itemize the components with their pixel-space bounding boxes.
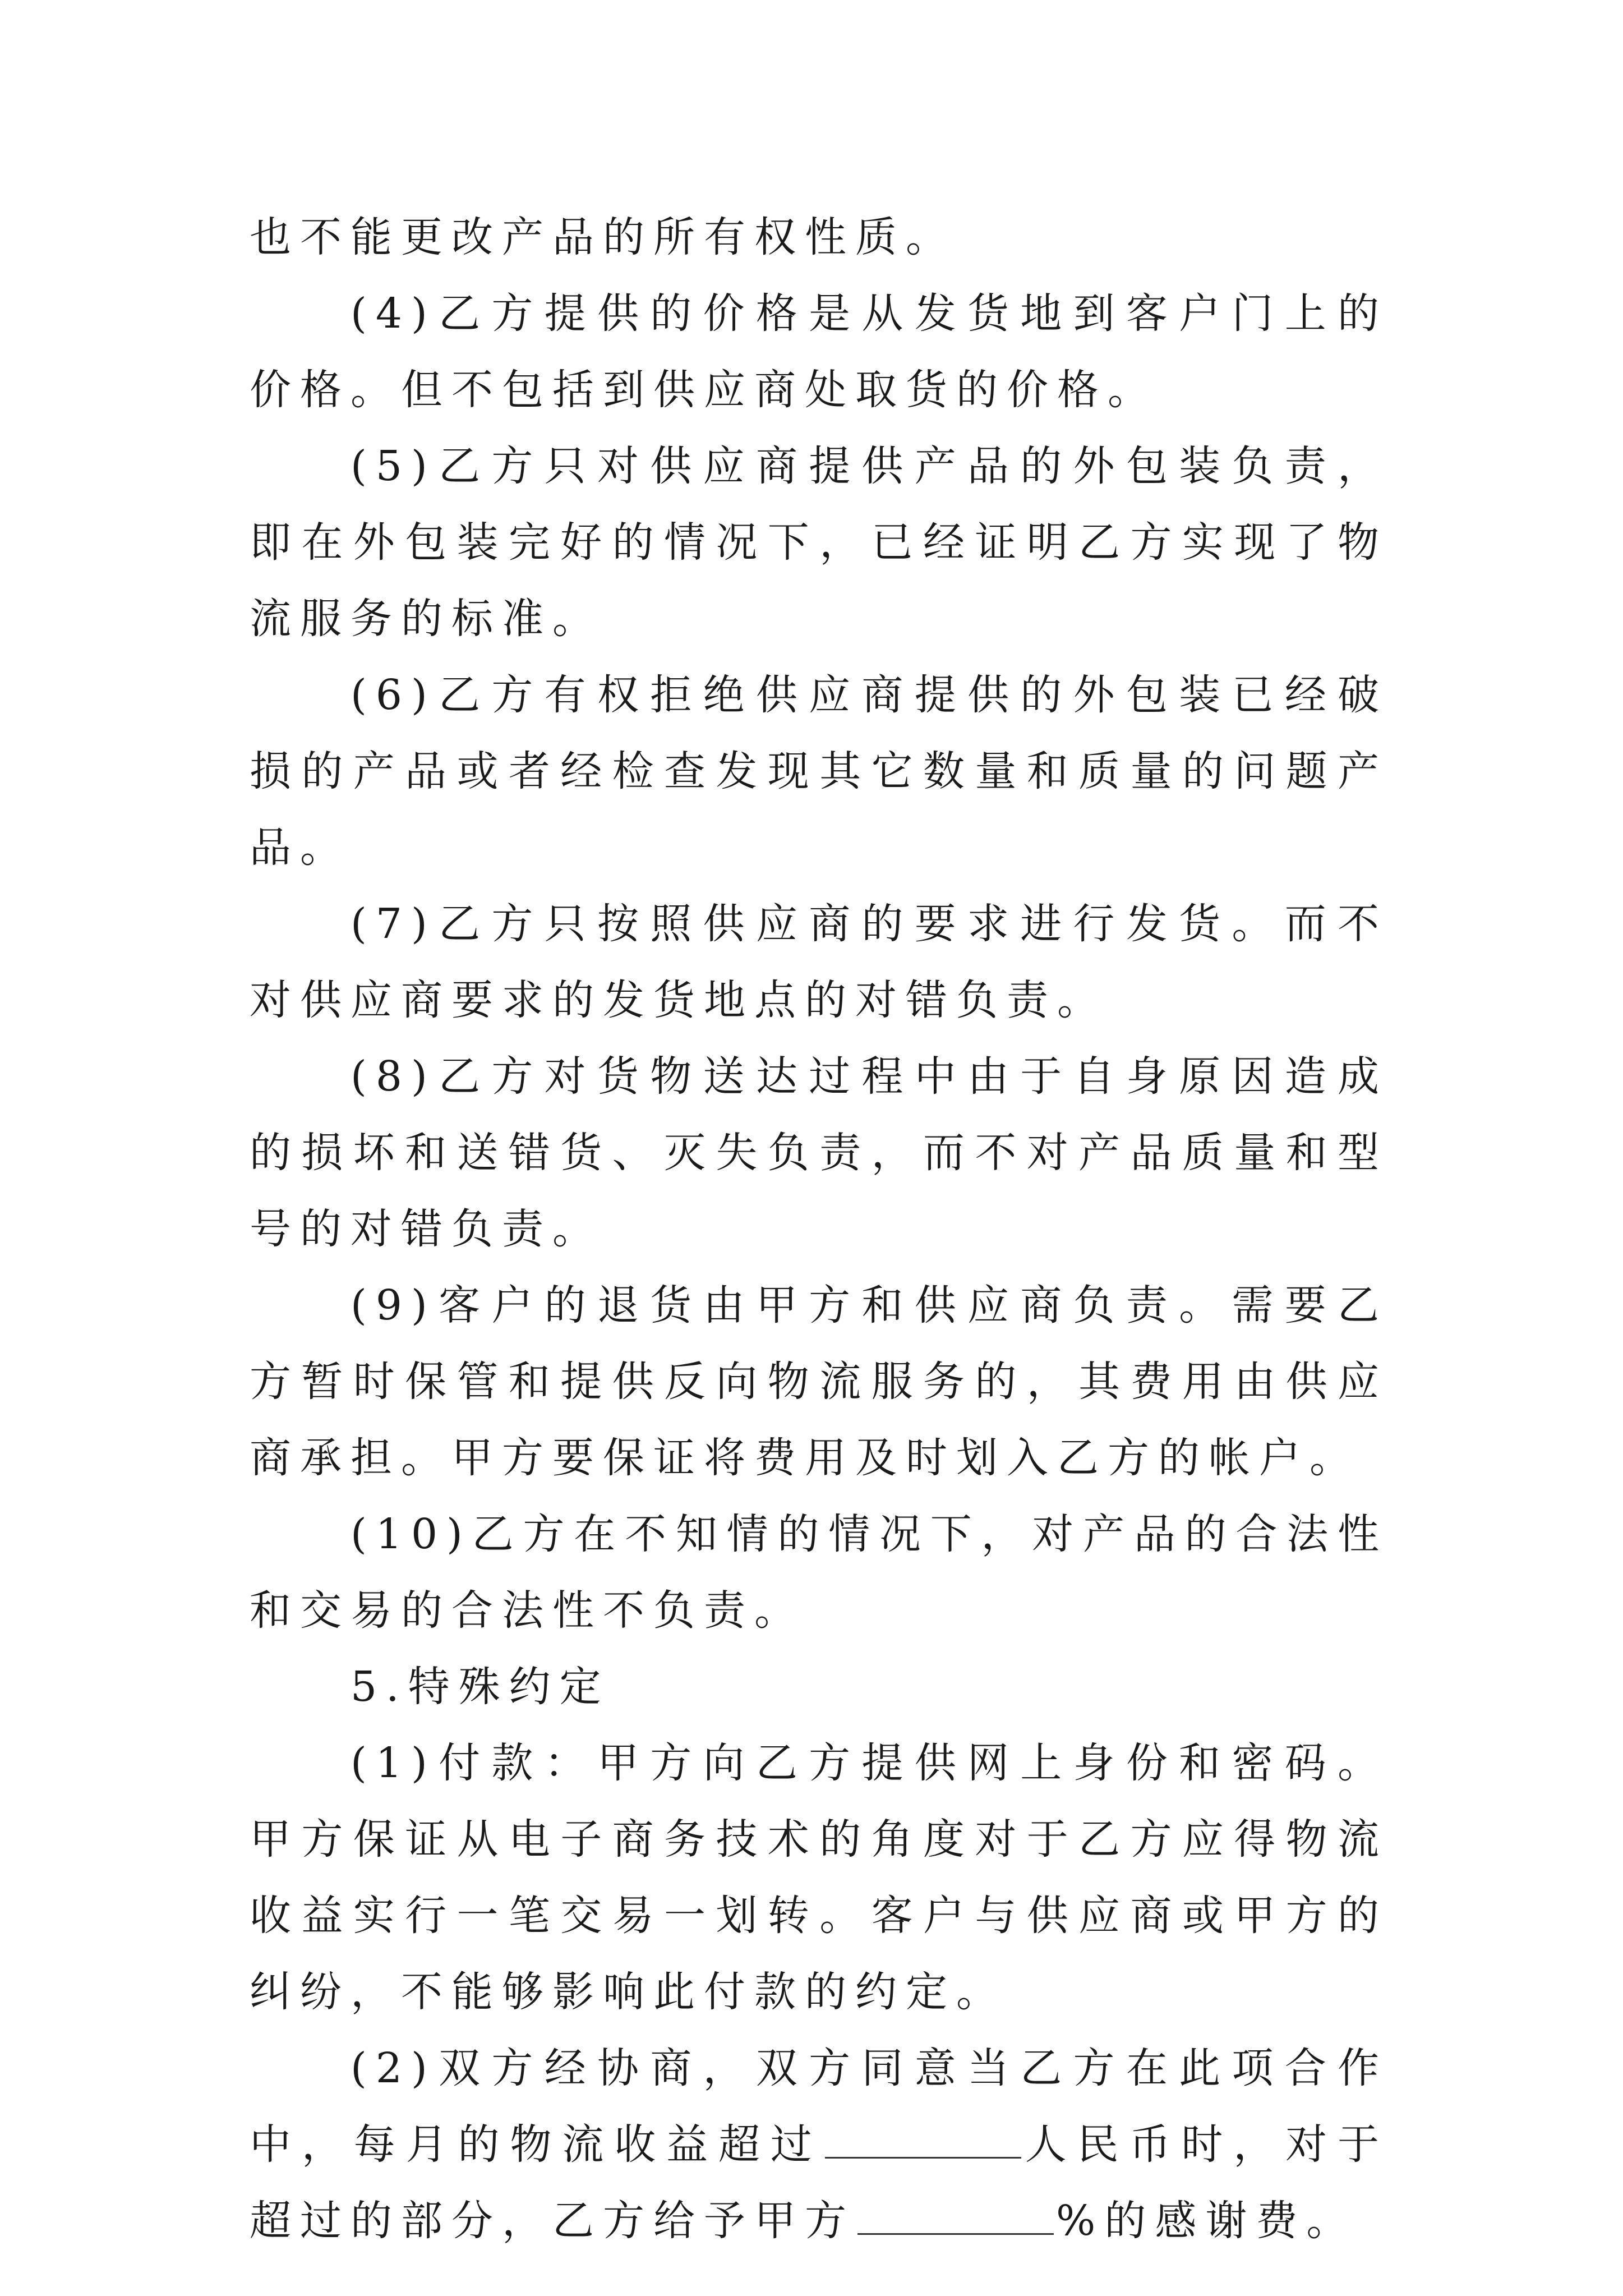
clause-7: (7)乙方只按照供应商的要求进行发货。而不对供应商要求的发货地点的对错负责。 (250, 900, 1388, 1024)
document-body (250, 199, 1388, 2259)
clause-4: (4)乙方提供的价格是从发货地到客户门上的价格。但不包括到供应商处取货的价格。 (250, 289, 1388, 414)
paragraph-continuation: 也不能更改产品的所有权性质。 (250, 213, 956, 261)
section-heading-special-terms: 5.特殊约定 (351, 1663, 610, 1711)
clause-8: (8)乙方对货物送达过程中由于自身原因造成的损坏和送错货、灭失负责，而不对产品质量和型号的对错负责。 (250, 1052, 1388, 1253)
special-clause-2-part1: (2)双方经协商，双方同意当乙方在此项合作中，每月的物流收益超过 (250, 2044, 1388, 2169)
percentage-blank-field (857, 2200, 1054, 2235)
clause-5: (5)乙方只对供应商提供产品的外包装负责，即在外包装完好的情况下，已经证明乙方实现了物流服务的标准。 (250, 442, 1388, 643)
special-clause-2-part2: 人民币时，对于超过的部分，乙方给予甲方 (250, 2120, 1389, 2245)
amount-blank-field (825, 2123, 1021, 2159)
clause-10: (10)乙方在不知情的情况下，对产品的合法性和交易的合法性不负责。 (250, 1510, 1388, 1635)
special-clause-1: (1)付款：甲方向乙方提供网上身份和密码。甲方保证从电子商务技术的角度对于乙方应得物流收益实行一笔交易一划转。客户与供应商或甲方的纠纷，不能够影响此付款的约定。 (250, 1739, 1388, 2016)
special-clause-2 (250, 2030, 1388, 2259)
clause-6: (6)乙方有权拒绝供应商提供的外包装已经破损的产品或者经检查发现其它数量和质量的问题产品。 (250, 671, 1388, 872)
special-clause-2-part3: %的感谢费。 (1056, 2197, 1357, 2245)
clause-9: (9)客户的退货由甲方和供应商负责。需要乙方暂时保管和提供反向物流服务的，其费用由供应商承担。甲方要保证将费用及时划入乙方的帐户。 (250, 1281, 1388, 1482)
